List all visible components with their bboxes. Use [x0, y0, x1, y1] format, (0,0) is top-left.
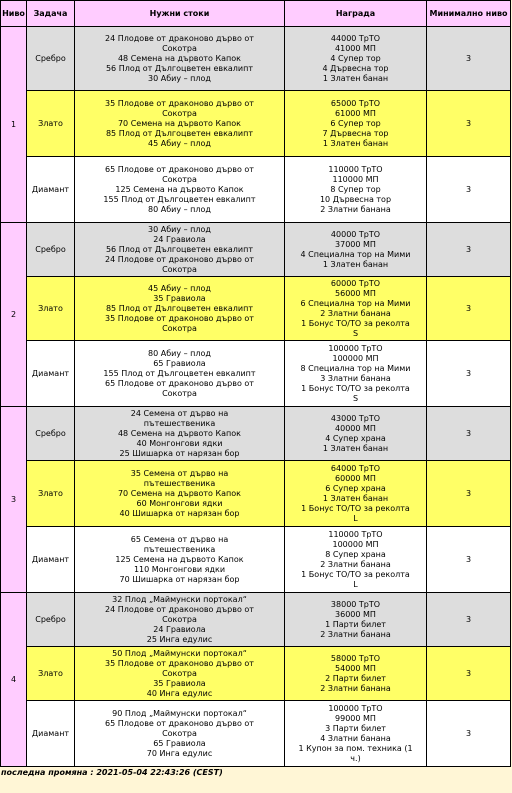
level-cell: 3: [1, 407, 27, 593]
level-cell: 1: [1, 27, 27, 223]
reward-line: 2 Златни банана: [320, 683, 391, 693]
reward: [285, 27, 427, 91]
goods-line: 70 Семена на дървото Капок: [117, 488, 242, 498]
reward-line: 1 Бонус ТО/ТО за реколта: [301, 503, 410, 513]
task-name: Диамант: [27, 157, 75, 223]
task-name: Злато: [27, 461, 75, 527]
reward-line: 1 Парти билет: [325, 619, 386, 629]
reward-line: 110000 МП: [332, 174, 379, 184]
reward-line: 61000 МП: [335, 108, 376, 118]
table-row: [1, 647, 511, 701]
min-level: 3: [427, 647, 511, 701]
reward-line: 58000 ТрТО: [330, 653, 381, 663]
reward-line: 60000 ТрТО: [330, 278, 381, 288]
goods-line: 70 Инга едулис: [146, 748, 213, 758]
goods-line: 85 Плод от Дългоцветен евкалипт: [105, 303, 254, 313]
goods-line: пътешественика: [143, 418, 216, 428]
table-body: [1, 27, 511, 767]
min-level: 3: [427, 593, 511, 647]
goods-line: 45 Абиу – плод: [148, 138, 211, 148]
task-name: Злато: [27, 91, 75, 157]
goods-line: Сокотра: [162, 614, 197, 624]
reward-line: 1 Златен банан: [322, 259, 389, 269]
reward-line: 1 Купон за пом. техника (1: [298, 743, 413, 753]
goods-line: 35 Плодове от драконово дърво от: [105, 98, 254, 108]
goods-line: 48 Семена на дървото Капок: [117, 428, 242, 438]
required-goods: [75, 527, 285, 593]
goods-line: 65 Гравиола: [153, 358, 206, 368]
reward-line: 4 Супер тор: [330, 53, 381, 63]
reward-line: 8 Специална тор на Мими: [300, 363, 411, 373]
reward-line: 65000 ТрТО: [330, 98, 381, 108]
goods-line: 80 Абиу – плод: [148, 204, 211, 214]
goods-line: 45 Абиу – плод: [148, 283, 211, 293]
goods-line: 56 Плод от Дългоцветен евкалипт: [105, 244, 254, 254]
goods-line: 65 Гравиола: [153, 738, 206, 748]
goods-line: 65 Семена от дърво на: [130, 534, 229, 544]
goods-line: 24 Гравиола: [153, 234, 206, 244]
reward-line: S: [352, 328, 359, 338]
header-min-level: Минимално ниво: [427, 1, 511, 27]
goods-line: Сокотра: [162, 388, 197, 398]
goods-line: 40 Инга едулис: [146, 688, 213, 698]
goods-line: 80 Абиу – плод: [148, 348, 211, 358]
table-row: [1, 593, 511, 647]
goods-line: 35 Плодове от драконово дърво от: [105, 313, 254, 323]
table-row: [1, 701, 511, 767]
goods-line: 125 Семена на дървото Капок: [115, 554, 244, 564]
reward-line: 56000 МП: [335, 288, 376, 298]
min-level: 3: [427, 91, 511, 157]
min-level: 3: [427, 407, 511, 461]
required-goods: [75, 157, 285, 223]
goods-line: 25 Шишарка от нарязан бор: [119, 448, 240, 458]
reward-line: 37000 МП: [335, 239, 376, 249]
goods-line: Сокотра: [162, 43, 197, 53]
required-goods: [75, 407, 285, 461]
reward-line: 4 Златни банана: [320, 733, 391, 743]
reward-line: 100000 ТрТО: [328, 343, 383, 353]
header-goods: Нужни стоки: [75, 1, 285, 27]
reward-line: 4 Дървесна тор: [322, 63, 389, 73]
goods-line: 40 Монгонгови ядки: [136, 438, 223, 448]
table-row: [1, 223, 511, 277]
goods-line: 25 Инга едулис: [146, 634, 213, 644]
table-row: [1, 341, 511, 407]
task-name: Злато: [27, 647, 75, 701]
reward: [285, 91, 427, 157]
reward: [285, 701, 427, 767]
task-name: Диамант: [27, 341, 75, 407]
min-level: 3: [427, 27, 511, 91]
min-level: 3: [427, 223, 511, 277]
reward-line: S: [352, 393, 359, 403]
reward-line: 1 Златен банан: [322, 73, 389, 83]
reward-line: 2 Златни банана: [320, 559, 391, 569]
goods-line: 70 Семена на дървото Капок: [117, 118, 242, 128]
required-goods: [75, 461, 285, 527]
reward-line: 110000 ТрТО: [328, 164, 383, 174]
goods-line: Сокотра: [162, 728, 197, 738]
reward-line: 7 Дървесна тор: [322, 128, 389, 138]
task-name: Злато: [27, 277, 75, 341]
reward-line: 54000 МП: [335, 663, 376, 673]
min-level: 3: [427, 341, 511, 407]
goods-line: 35 Плодове от драконово дърво от: [105, 658, 254, 668]
goods-line: 65 Плодове от драконово дърво от: [105, 378, 254, 388]
reward-line: 2 Златни банана: [320, 629, 391, 639]
reward-line: 2 Парти билет: [325, 673, 386, 683]
goods-line: 24 Плодове от драконово дърво от: [105, 33, 254, 43]
reward-line: 38000 ТрТО: [330, 599, 381, 609]
reward-line: 1 Златен банан: [322, 493, 389, 503]
goods-line: Сокотра: [162, 323, 197, 333]
task-name: Сребро: [27, 593, 75, 647]
goods-line: 35 Гравиола: [153, 293, 206, 303]
reward-line: 100000 ТрТО: [328, 703, 383, 713]
reward-line: L: [353, 513, 358, 523]
reward: [285, 341, 427, 407]
reward-line: 1 Бонус ТО/ТО за реколта: [301, 318, 410, 328]
goods-line: пътешественика: [143, 478, 216, 488]
reward-line: 3 Парти билет: [325, 723, 386, 733]
reward-line: 100000 МП: [332, 539, 379, 549]
reward-line: 8 Супер храна: [325, 549, 386, 559]
header-level: Ниво: [1, 1, 27, 27]
reward-line: 6 Супер тор: [330, 118, 381, 128]
goods-line: Сокотра: [162, 108, 197, 118]
min-level: 3: [427, 277, 511, 341]
goods-line: 30 Абиу – плод: [148, 73, 211, 83]
reward-line: 6 Специална тор на Мими: [300, 298, 411, 308]
reward-line: 8 Супер тор: [330, 184, 381, 194]
goods-line: 65 Плодове от драконово дърво от: [105, 718, 254, 728]
reward: [285, 593, 427, 647]
reward-line: L: [353, 579, 358, 589]
goods-line: 24 Плодове от драконово дърво от: [105, 254, 254, 264]
last-modified: последна промяна : 2021-05-04 22:43:26 (CEST): [1, 768, 223, 777]
task-name: Сребро: [27, 407, 75, 461]
goods-line: 90 Плод „Маймунски портокал“: [112, 708, 247, 718]
required-goods: [75, 647, 285, 701]
header-task: Задача: [27, 1, 75, 27]
goods-line: 60 Монгонгови ядки: [136, 498, 223, 508]
task-name: Диамант: [27, 701, 75, 767]
goods-line: 40 Шишарка от нарязан бор: [119, 508, 240, 518]
goods-line: 24 Гравиола: [153, 624, 206, 634]
goods-line: 24 Плодове от драконово дърво от: [105, 604, 254, 614]
reward-line: 1 Златен банан: [322, 443, 389, 453]
goods-line: Сокотра: [162, 264, 197, 274]
goods-line: Сокотра: [162, 668, 197, 678]
reward-line: 1 Бонус ТО/ТО за реколта: [301, 383, 410, 393]
min-level: 3: [427, 157, 511, 223]
reward-line: ч.): [350, 753, 361, 763]
goods-line: 155 Плод от Дългоцветен евкалипт: [103, 368, 256, 378]
reward-line: 1 Златен банан: [322, 138, 389, 148]
reward-line: 4 Супер храна: [325, 433, 386, 443]
table-header: [1, 1, 511, 27]
reward: [285, 223, 427, 277]
table-row: [1, 157, 511, 223]
min-level: 3: [427, 527, 511, 593]
level-cell: 2: [1, 223, 27, 407]
reward: [285, 407, 427, 461]
reward: [285, 527, 427, 593]
goods-line: 70 Шишарка от нарязан бор: [119, 574, 240, 584]
goods-line: 35 Семена от дърво на: [130, 468, 229, 478]
reward-line: 64000 ТрТО: [330, 463, 381, 473]
reward-line: 41000 МП: [335, 43, 376, 53]
goods-line: 85 Плод от Дългоцветен евкалипт: [105, 128, 254, 138]
table-row: [1, 527, 511, 593]
table-row: [1, 461, 511, 527]
reward-line: 2 Златни банана: [320, 204, 391, 214]
goods-line: 48 Семена на дървото Капок: [117, 53, 242, 63]
reward-line: 100000 МП: [332, 353, 379, 363]
goods-line: 50 Плод „Маймунски портокал“: [112, 648, 247, 658]
goods-line: 32 Плод „Маймунски портокал“: [112, 594, 247, 604]
header-reward: Награда: [285, 1, 427, 27]
table-row: [1, 91, 511, 157]
reward-line: 3 Златни банана: [320, 373, 391, 383]
required-goods: [75, 341, 285, 407]
goods-line: 35 Гравиола: [153, 678, 206, 688]
min-level: 3: [427, 461, 511, 527]
table-row: [1, 407, 511, 461]
reward-line: 1 Бонус ТО/ТО за реколта: [301, 569, 410, 579]
task-name: Сребро: [27, 27, 75, 91]
reward-line: 44000 ТрТО: [330, 33, 381, 43]
goods-line: 56 Плод от Дългоцветен евкалипт: [105, 63, 254, 73]
reward-line: 4 Специална тор на Мими: [300, 249, 411, 259]
min-level: 3: [427, 701, 511, 767]
reward: [285, 647, 427, 701]
level-cell: 4: [1, 593, 27, 767]
task-name: Диамант: [27, 527, 75, 593]
goods-line: 125 Семена на дървото Капок: [115, 184, 244, 194]
goods-line: 65 Плодове от драконово дърво от: [105, 164, 254, 174]
reward-line: 40000 МП: [335, 423, 376, 433]
reward-line: 10 Дървесна тор: [319, 194, 392, 204]
required-goods: [75, 91, 285, 157]
goods-line: Сокотра: [162, 174, 197, 184]
goods-line: 24 Семена от дърво на: [130, 408, 229, 418]
task-name: Сребро: [27, 223, 75, 277]
reward-line: 99000 МП: [335, 713, 376, 723]
reward: [285, 277, 427, 341]
goods-line: 110 Монгонгови ядки: [133, 564, 226, 574]
goods-line: пътешественика: [143, 544, 216, 554]
reward: [285, 461, 427, 527]
reward-line: 2 Златни банана: [320, 308, 391, 318]
reward-line: 110000 ТрТО: [328, 529, 383, 539]
required-goods: [75, 593, 285, 647]
goods-line: 155 Плод от Дългоцветен евкалипт: [103, 194, 256, 204]
required-goods: [75, 701, 285, 767]
reward-line: 43000 ТрТО: [330, 413, 381, 423]
reward-line: 6 Супер храна: [325, 483, 386, 493]
reward: [285, 157, 427, 223]
required-goods: [75, 223, 285, 277]
reward-line: 40000 ТрТО: [330, 229, 381, 239]
table-row: [1, 277, 511, 341]
goods-line: 30 Абиу – плод: [148, 224, 211, 234]
reward-line: 60000 МП: [335, 473, 376, 483]
required-goods: [75, 277, 285, 341]
table-row: [1, 27, 511, 91]
reward-line: 36000 МП: [335, 609, 376, 619]
required-goods: [75, 27, 285, 91]
